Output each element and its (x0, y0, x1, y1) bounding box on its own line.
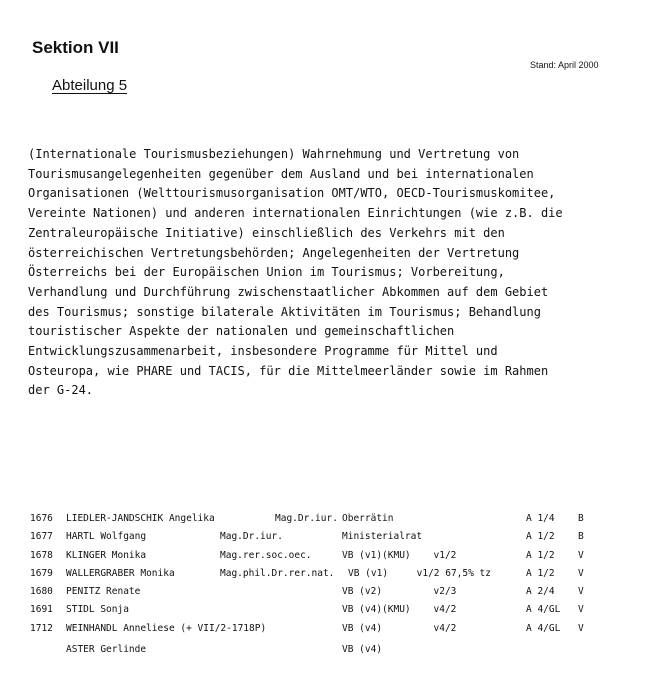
staff-row (30, 623, 630, 641)
paragraph-line: Entwicklungszusammenarbeit, insbesondere Programme für Mittel und (28, 344, 498, 359)
section-heading: Sektion VII (32, 38, 119, 57)
staff-position: VB (v2) v2/3 (342, 586, 457, 598)
staff-name: WALLERGRABER Monika (66, 567, 175, 579)
paragraph-line: österreichischen Vertretungsbehörden; Angelegenheiten der Vertretung (28, 245, 520, 260)
responsibilities-paragraph (28, 145, 638, 401)
staff-position: VB (v4) (342, 644, 383, 656)
staff-number: 1691 (30, 604, 53, 616)
staff-number: 1680 (30, 586, 53, 598)
staff-category: V (578, 586, 584, 598)
staff-row (30, 550, 630, 568)
staff-row (30, 604, 630, 622)
staff-row (30, 513, 630, 531)
staff-grade: A 4/GL (526, 604, 561, 616)
staff-title: Mag.phil.Dr.rer.nat. (220, 567, 335, 579)
staff-category: B (578, 513, 584, 524)
staff-name: PENITZ Renate (66, 586, 141, 598)
staff-number: 1676 (30, 513, 53, 524)
staff-position: Oberrätin (342, 513, 394, 524)
staff-row (30, 644, 630, 662)
division-heading: Abteilung 5 (52, 77, 128, 94)
staff-position: VB (v1)(KMU) v1/2 (342, 549, 457, 561)
staff-number: 1712 (30, 622, 53, 634)
paragraph-line: Vereinte Nationen) und anderen internationalen Einrichtungen (wie z.B. die (28, 206, 563, 221)
staff-row (30, 531, 630, 549)
paragraph-line: Zentraleuropäische Initiative) einschließlich des Verkehrs mit den (28, 225, 505, 240)
staff-category: V (578, 622, 584, 634)
staff-position: Ministerialrat (342, 531, 423, 543)
staff-position: VB (v4)(KMU) v4/2 (342, 604, 457, 616)
staff-grade: A 1/2 (526, 531, 555, 543)
staff-category: B (578, 531, 584, 543)
staff-number: 1678 (30, 549, 53, 561)
staff-table (30, 513, 630, 662)
staff-row (30, 568, 630, 586)
staff-category: V (578, 604, 584, 616)
paragraph-line: Tourismusangelegenheiten gegenüber dem Ausland und bei internationalen (28, 166, 534, 181)
staff-grade: A 1/2 (526, 549, 555, 561)
paragraph-line: touristischer Aspekte der nationalen und gemeinschaftlichen (28, 324, 455, 339)
status-date: Stand: April 2000 (530, 60, 599, 70)
staff-grade: A 4/GL (526, 622, 561, 634)
staff-title: Mag.Dr.iur. (275, 513, 338, 524)
staff-number: 1679 (30, 567, 53, 579)
paragraph-line: Verhandlung und Durchführung zwischenstaatlicher Abkommen auf dem Gebiet (28, 284, 549, 299)
staff-name: LIEDLER-JANDSCHIK Angelika (66, 513, 215, 524)
staff-position: VB (v1) v1/2 67,5% tz (348, 567, 491, 579)
paragraph-line: des Tourismus; sonstige bilaterale Aktivitäten im Tourismus; Behandlung (28, 304, 541, 319)
staff-category: V (578, 549, 584, 561)
staff-name: STIDL Sonja (66, 604, 129, 616)
staff-grade: A 2/4 (526, 586, 555, 598)
staff-row (30, 586, 630, 604)
staff-number: 1677 (30, 531, 53, 543)
paragraph-line: (Internationale Tourismusbeziehungen) Wahrnehmung und Vertretung von (28, 147, 520, 161)
staff-name: KLINGER Monika (66, 549, 147, 561)
staff-title: Mag.rer.soc.oec. (220, 549, 312, 561)
paragraph-line: Osteuropa, wie PHARE und TACIS, für die Mittelmeerländer sowie im Rahmen (28, 363, 549, 378)
staff-name: HARTL Wolfgang (66, 531, 147, 543)
paragraph-line: Organisationen (Welttourismusorganisation OMT/WTO, OECD-Tourismuskomitee, (28, 186, 556, 201)
staff-grade: A 1/2 (526, 567, 555, 579)
paragraph-line: Österreichs bei der Europäischen Union im Tourismus; Vorbereitung, (28, 265, 505, 280)
paragraph-line: der G-24. (28, 383, 94, 398)
staff-category: V (578, 567, 584, 579)
staff-position: VB (v4) v4/2 (342, 622, 457, 634)
staff-title: Mag.Dr.iur. (220, 531, 283, 543)
staff-grade: A 1/4 (526, 513, 555, 524)
staff-name: ASTER Gerlinde (66, 644, 147, 656)
staff-name: WEINHANDL Anneliese (+ VII/2-1718P) (66, 622, 267, 634)
